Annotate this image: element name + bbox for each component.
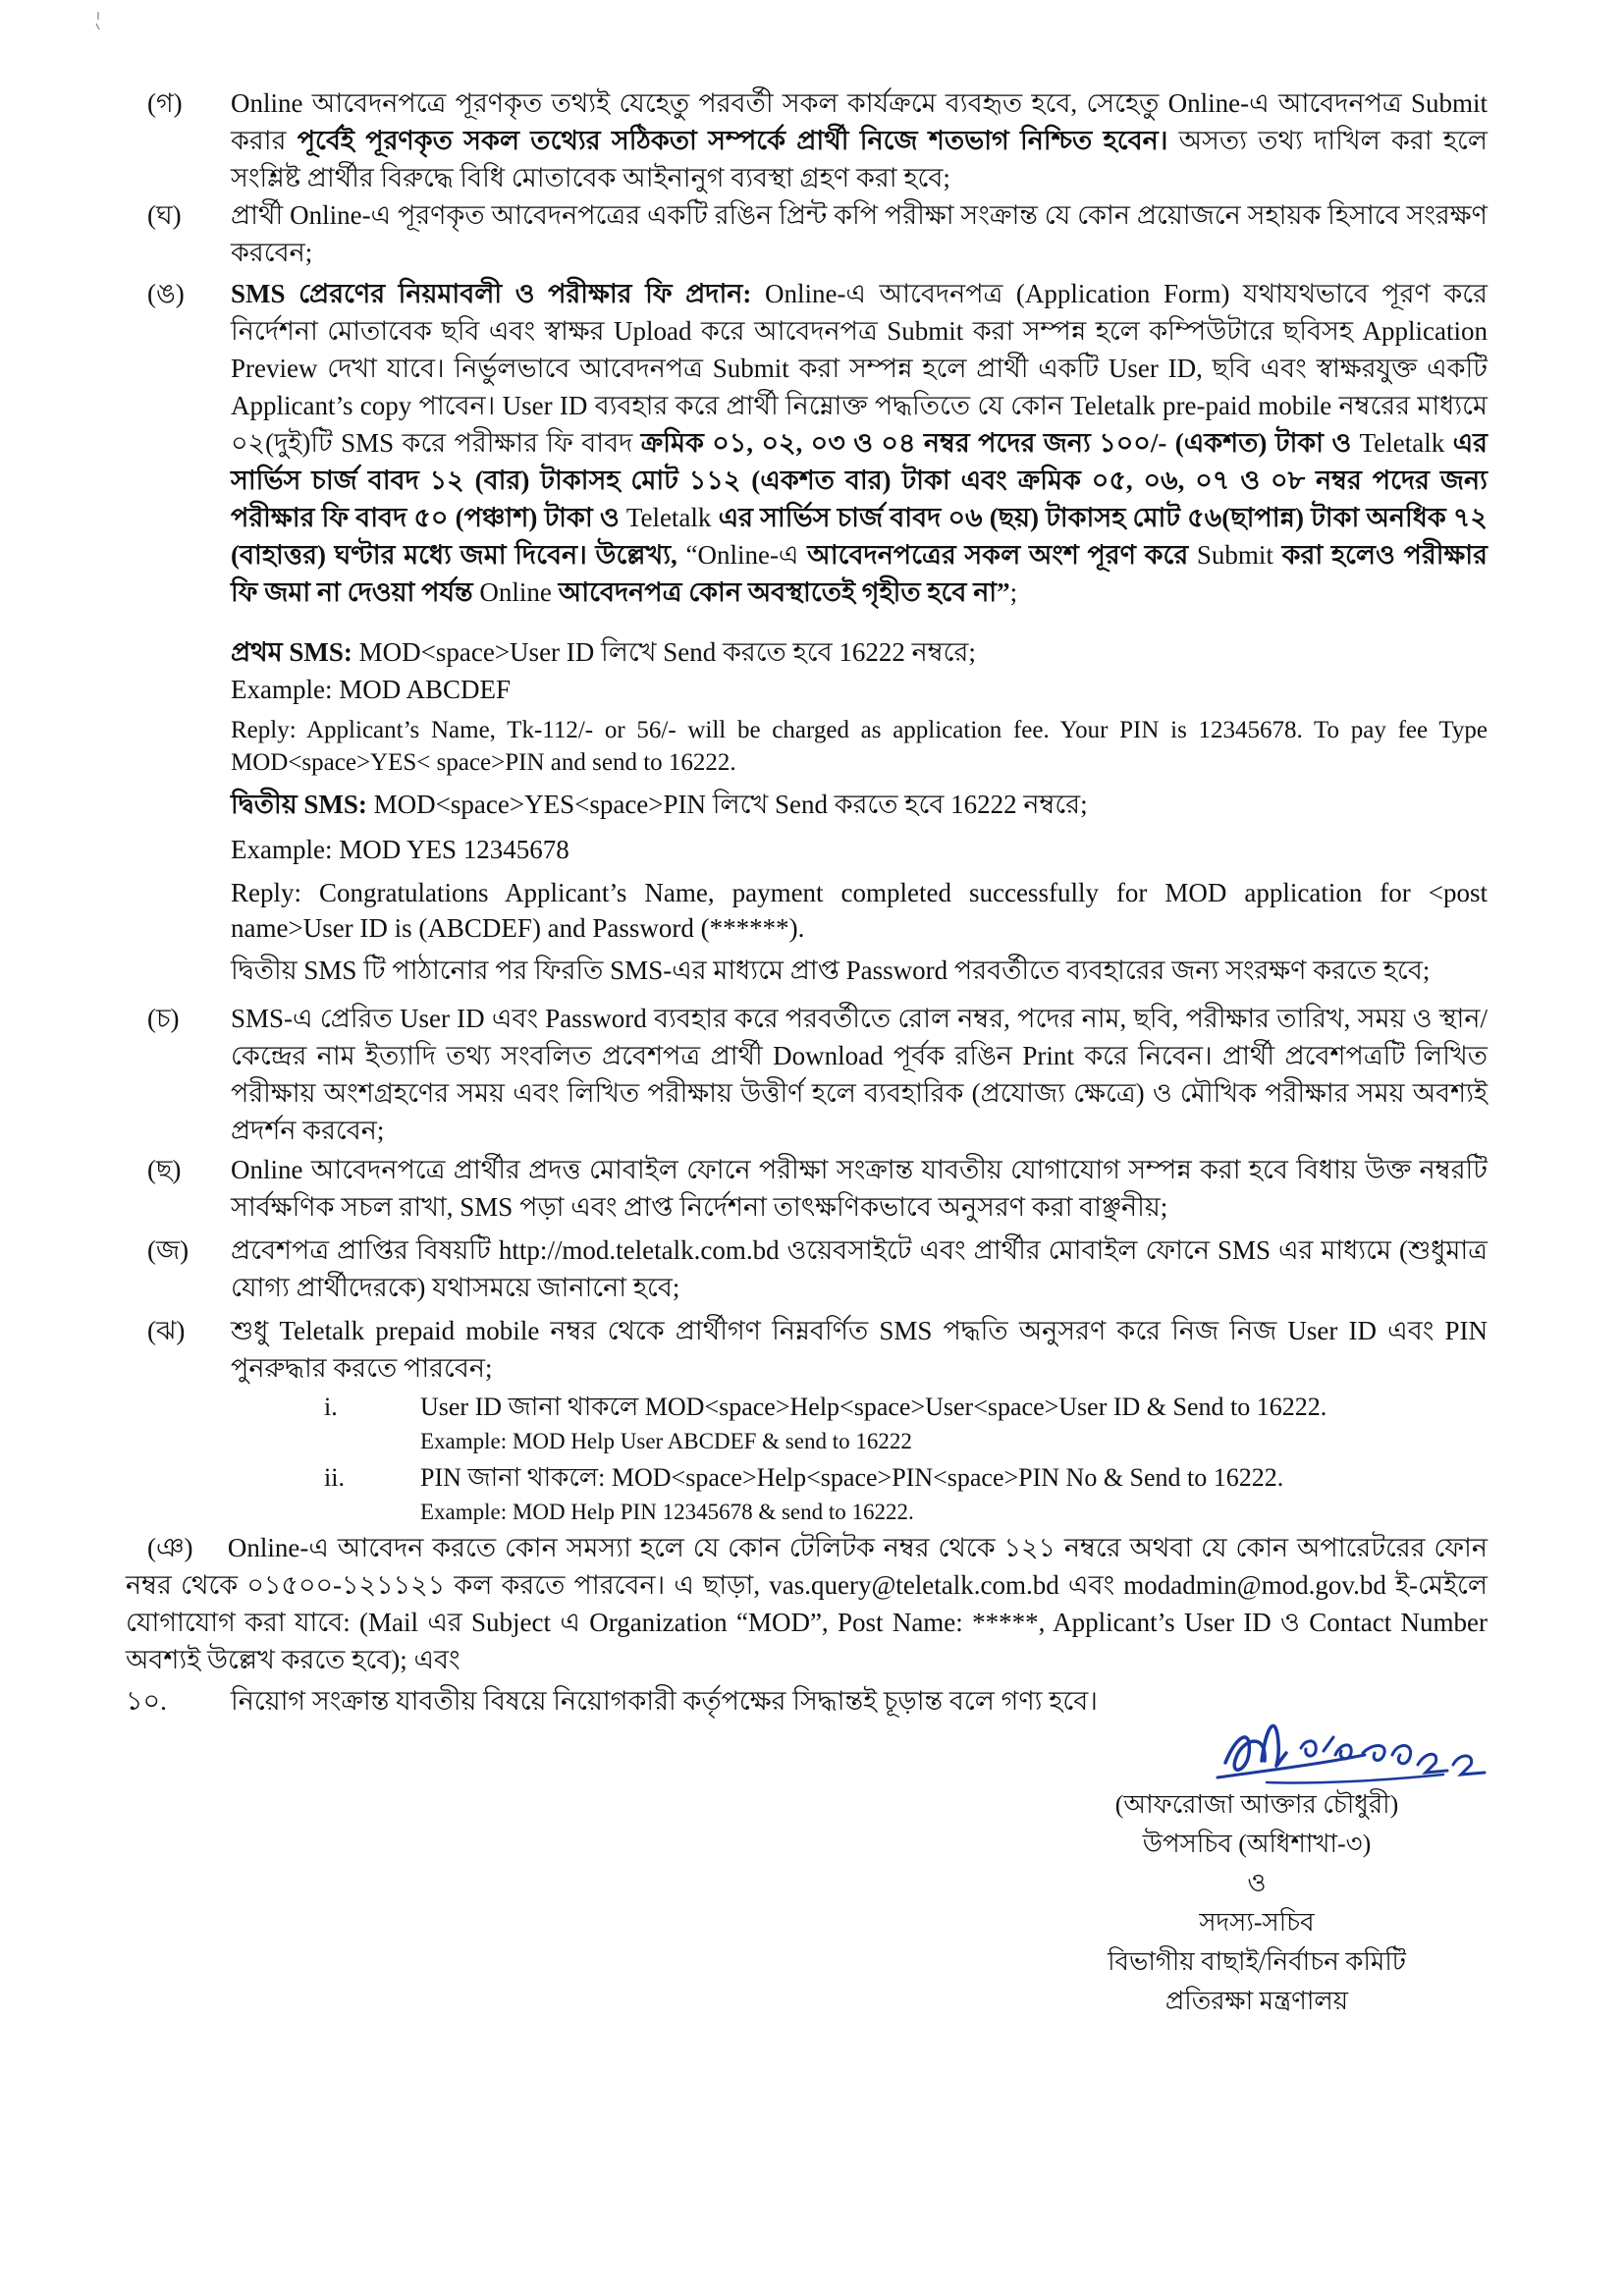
sms1-label: প্রথম SMS: <box>231 637 352 667</box>
signatory-role: সদস্য-সচিব <box>1199 1908 1315 1937</box>
text-run: ; <box>1009 577 1018 607</box>
item-text <box>231 84 1488 196</box>
item-marker: (ঙ) <box>147 279 185 308</box>
bold-run: আবেদনপত্রের সকল অংশ পূরণ করে <box>807 540 1189 570</box>
bold-run: পূর্বেই পূরণকৃত সকল তথ্যের সঠিকতা সম্পর্কে প্রার্থী নিজে শতভাগ নিশ্চিত হবেন। <box>297 126 1168 155</box>
item-nya <box>126 1529 1488 1678</box>
sms2-note: দ্বিতীয় SMS টি পাঠানোর পর ফিরতি SMS-এর মাধ্যমে প্রাপ্ত Password পরবর্তীতে ব্যবহারের জন্য সংরক্ষণ করতে হবে; <box>231 956 1431 985</box>
item-marker: (ছ) <box>147 1155 182 1184</box>
item-marker: ১০. <box>126 1686 167 1716</box>
item-text <box>231 275 1488 611</box>
item-text: Online-এ আবেদন করতে কোন সমস্যা হলে যে কোন টেলিটক নম্বর থেকে ১২১ নম্বরে অথবা যে কোন অপারেটরের ফোন নম্বর থেকে ০১৫০০-১২১১২১ কল করতে পারবেন। এ ছাড়া, vas.query@teletalk.com.bd এবং modadmin@mod.gov.bd ই-মেইলে যোগাযোগ করা যাবে: (Mail এর Subject এ Organization “MOD”, Post Name: *****, Applicant’s User ID ও Contact Number অবশ্যই উল্লেখ করতে হবে); এবং <box>126 1533 1488 1674</box>
item-text: শুধু Teletalk prepaid mobile নম্বর থেকে প্রার্থীগণ নিম্নবর্ণিত SMS পদ্ধতি অনুসরণ করে নিজ নিজ User ID এবং PIN পুনরুদ্ধার করতে পারবেন; <box>231 1316 1488 1383</box>
ministry-name: প্রতিরক্ষা মন্ত্রণালয় <box>1164 1987 1349 2015</box>
text-run: Online <box>472 577 559 607</box>
bold-run: এর সার্ভিস চার্জ বাবদ ১২ (বার) টাকাসহ মোট ১১২ (একশত বার) টাকা এবং ক্রমিক ০৫, ০৬, ০৭ ও ০৮ নম্বর পদের জন্য পরীক্ষার ফি বাবদ ৫০ (পঞ্চাশ) টাকা ও <box>231 428 1488 532</box>
text-run: Teletalk <box>1351 428 1453 458</box>
text-run: MOD<space>YES<space>PIN লিখে Send করতে হবে 16222 নম্বরে; <box>366 790 1088 819</box>
item-jha <box>147 1312 1488 1387</box>
item-marker: (ঝ) <box>147 1316 186 1345</box>
sub-item-marker: i. <box>324 1393 338 1421</box>
text-run: “Online-এ <box>677 540 808 570</box>
section-heading: SMS প্রেরণের নিয়মাবলী ও পরীক্ষার ফি প্রদান: <box>231 279 752 308</box>
text-run: Online-এ আবেদনপত্র (Application Form) যথাযথভাবে পূরণ করে নির্দেশনা মোতাবেক ছবি এবং স্বাক্ষর Upload করে আবেদনপত্র Submit করা সম্পন্ন হলে কম্পিউটারে ছবিসহ Application Preview দেখা যাবে। নির্ভুলভাবে আবেদনপত্র Submit করা সম্পন্ন হলে প্রার্থী একটি User ID, ছবি এবং স্বাক্ষরযুক্ত একটি Applicant’s copy পাবেন। User ID ব্যবহার করে প্রার্থী নিম্নোক্ত পদ্ধতিতে যে কোন Teletalk pre-paid mobile নম্বরের মাধ্যমে ০২(দুই)টি SMS করে পরীক্ষার ফি বাবদ <box>231 279 1488 458</box>
item-ga <box>147 84 1488 196</box>
bold-run: ক্রমিক ০১, ০২, ০৩ ও ০৪ নম্বর পদের জন্য ১০০/- (একশত) টাকা ও <box>640 428 1352 458</box>
text-run: MOD<space>User ID লিখে Send করতে হবে 16222 নম্বরে; <box>352 637 976 667</box>
item-ja <box>147 1231 1488 1306</box>
item-gha <box>147 196 1488 271</box>
sms1-instruction <box>231 633 1488 671</box>
item-cha <box>147 1000 1488 1149</box>
sub-item-example: Example: MOD Help User ABCDEF & send to 16222 <box>420 1429 912 1453</box>
item-marker: (ঘ) <box>147 200 182 230</box>
bold-run: এর সার্ভিস চার্জ বাবদ ০৬ (ছয়) টাকাসহ মোট ৫৬(ছাপান্ন) টাকা অনধিক ৭২ (বাহাত্তর) ঘণ্টার মধ্যে জমা দিবেন। উল্লেখ্য, <box>231 503 1488 570</box>
sub-item-marker: ii. <box>324 1463 345 1492</box>
sub-item-text: PIN জানা থাকলে: MOD<space>Help<space>PIN<space>PIN No & Send to 16222. <box>420 1463 1284 1492</box>
signatory-name: (আফরোজা আক্তার চৌধুরী) <box>1114 1790 1399 1819</box>
text-run: Online আবেদনপত্রে পূরণকৃত তথ্যই যেহেতু পরবর্তী সকল কার্যক্রমে ব্যবহৃত হবে, সেহেতু Online-এ আবেদনপত্র Submit করার <box>231 88 1488 155</box>
item-marker: (জ) <box>147 1235 189 1265</box>
item-marker: (ঞ) <box>147 1533 193 1562</box>
item-marker: (চ) <box>147 1004 180 1033</box>
item-text: প্রবেশপত্র প্রাপ্তির বিষয়টি http://mod.teletalk.com.bd ওয়েবসাইটে এবং প্রার্থীর মোবাইল ফোনে SMS এর মাধ্যমে (শুধুমাত্র যোগ্য প্রার্থীদেরকে) যথাসময়ে জানানো হবে; <box>231 1235 1488 1302</box>
sms1-reply: Reply: Applicant’s Name, Tk-112/- or 56/- will be charged as application fee. Your PIN is 12345678. To pay fee Type MOD<space>YES< space>PIN and send to 16222. <box>231 717 1488 776</box>
sms2-example: Example: MOD YES 12345678 <box>231 835 569 864</box>
bold-run: আবেদনপত্র কোন অবস্থাতেই গৃহীত হবে না” <box>558 577 1010 607</box>
item-text: Online আবেদনপত্রে প্রার্থীর প্রদত্ত মোবাইল ফোনে পরীক্ষা সংক্রান্ত যাবতীয় যোগাযোগ সম্পন্ন করা হবে বিধায় উক্ত নম্বরটি সার্বক্ষণিক সচল রাখা, SMS পড়া এবং প্রাপ্ত নির্দেশনা তাৎক্ষণিকভাবে অনুসরণ করা বাঞ্ছনীয়; <box>231 1155 1488 1222</box>
item-chha <box>147 1151 1488 1226</box>
text-run: অসত্য তথ্য দাখিল করা হলে সংশ্লিষ্ট প্রার্থীর বিরুদ্ধে বিধি মোতাবেক আইনানুগ ব্যবস্থা গ্রহণ করা হবে; <box>231 126 1488 192</box>
item-marker: (গ) <box>147 88 183 118</box>
sms2-instruction <box>231 786 1488 823</box>
signatory-title: উপসচিব (অধিশাখা-৩) <box>1142 1830 1372 1858</box>
sub-item-text: User ID জানা থাকলে MOD<space>Help<space>User<space>User ID & Send to 16222. <box>420 1393 1327 1421</box>
committee-name: বিভাগীয় বাছাই/নির্বাচন কমিটি <box>1108 1947 1406 1976</box>
sms2-label: দ্বিতীয় SMS: <box>231 790 367 819</box>
item-umo <box>147 275 1488 611</box>
item-text: SMS-এ প্রেরিত User ID এবং Password ব্যবহার করে পরবর্তীতে রোল নম্বর, পদের নাম, ছবি, পরীক্ষার তারিখ, সময় ও স্থান/কেন্দ্রের নাম ইত্যাদি তথ্য সংবলিত প্রবেশপত্র প্রার্থী Download পূর্বক রঙিন Print করে নিবেন। প্রার্থী প্রবেশপত্রটি লিখিত পরীক্ষায় অংশগ্রহণের সময় এবং লিখিত পরীক্ষায় উত্তীর্ণ হলে ব্যবহারিক (প্রযোজ্য ক্ষেত্রে) ও মৌখিক পরীক্ষার সময় অবশ্যই প্রদর্শন করবেন; <box>231 1004 1488 1145</box>
item-text: নিয়োগ সংক্রান্ত যাবতীয় বিষয়ে নিয়োগকারী কর্তৃপক্ষের সিদ্ধান্তই চূড়ান্ত বলে গণ্য হবে। <box>231 1686 1098 1716</box>
sms2-reply: Reply: Congratulations Applicant’s Name, payment completed successfully for MOD application for <post name>User ID is (ABCDEF) and Password (******). <box>231 878 1488 943</box>
item-text: প্রার্থী Online-এ পূরণকৃত আবেদনপত্রের একটি রঙিন প্রিন্ট কপি পরীক্ষা সংক্রান্ত যে কোন প্রয়োজনে সহায়ক হিসাবে সংরক্ষণ করবেন; <box>231 200 1488 267</box>
text-run: Submit <box>1188 540 1282 570</box>
signatory-conjunction: ও <box>1247 1869 1267 1897</box>
bold-run: করা হলেও পরীক্ষার ফি জমা না দেওয়া পর্যন্ত <box>231 540 1488 607</box>
text-run: Teletalk <box>619 503 719 532</box>
sms1-example: Example: MOD ABCDEF <box>231 675 512 704</box>
corner-mark <box>93 12 103 31</box>
sub-item-example: Example: MOD Help PIN 12345678 & send to 16222. <box>420 1500 914 1524</box>
